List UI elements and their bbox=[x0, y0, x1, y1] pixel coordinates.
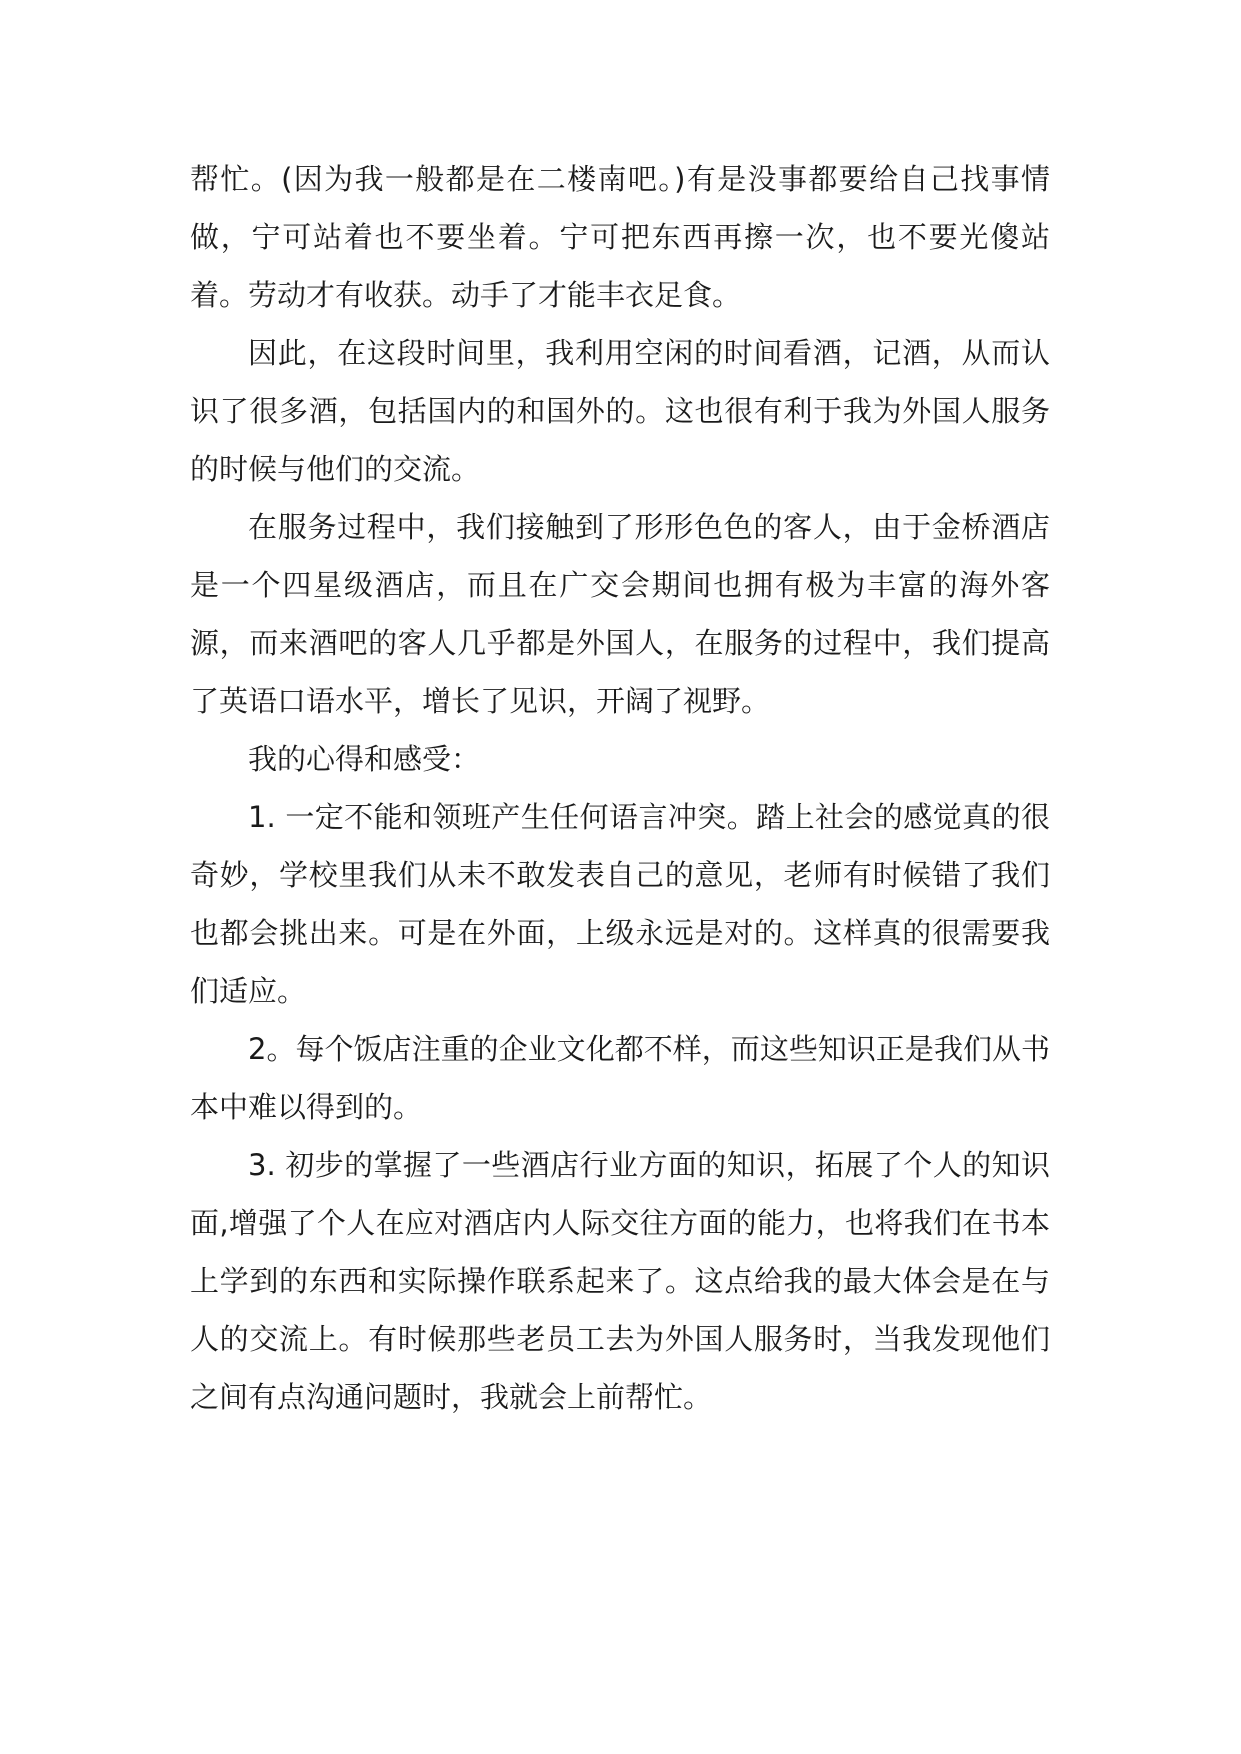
paragraph-service-process: 在服务过程中，我们接触到了形形色色的客人，由于金桥酒店是一个四星级酒店，而且在广交会期间也拥有极为丰富的海外客源，而来酒吧的客人几乎都是外国人，在服务的过程中，我们提高了英语口语水平，增长了见识，开阔了视野。 bbox=[190, 510, 1050, 718]
paragraph-insight-1: 1. 一定不能和领班产生任何语言冲突。踏上社会的感觉真的很奇妙，学校里我们从未不敢发表自己的意见，老师有时候错了我们也都会挑出来。可是在外面，上级永远是对的。这样真的很需要我们适应。 bbox=[190, 800, 1050, 1008]
paragraph-continuation: 帮忙。(因为我一般都是在二楼南吧。)有是没事都要给自己找事情做，宁可站着也不要坐着。宁可把东西再擦一次，也不要光傻站着。劳动才有收获。动手了才能丰衣足食。 bbox=[190, 162, 1050, 312]
paragraph-insight-3: 3. 初步的掌握了一些酒店行业方面的知识，拓展了个人的知识面,增强了个人在应对酒店内人际交往方面的能力，也将我们在书本上学到的东西和实际操作联系起来了。这点给我的最大体会是在与人的交流上。有时候那些老员工去为外国人服务时，当我发现他们之间有点沟通问题时，我就会上前帮忙。 bbox=[190, 1148, 1050, 1414]
paragraph-learning-wine: 因此，在这段时间里，我利用空闲的时间看酒，记酒，从而认识了很多酒，包括国内的和国外的。这也很有利于我为外国人服务的时候与他们的交流。 bbox=[190, 336, 1050, 486]
paragraph-insights-heading: 我的心得和感受： bbox=[248, 742, 481, 776]
document-body bbox=[190, 150, 1050, 1426]
paragraph-insight-2: 2。每个饭店注重的企业文化都不样，而这些知识正是我们从书本中难以得到的。 bbox=[190, 1032, 1050, 1124]
